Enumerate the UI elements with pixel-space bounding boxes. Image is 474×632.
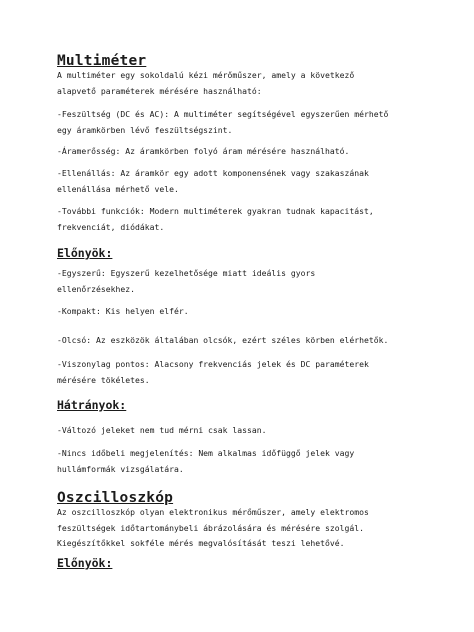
text-line: -Nincs időbeli megjelenítés: Nem alkalmas időfüggő jelek vagy bbox=[57, 448, 355, 458]
text-line: egy áramkörben lévő feszültségszint. bbox=[57, 124, 233, 135]
section-title-oscilloscope-advantages: Előnyök: bbox=[57, 556, 113, 570]
section-title-oscilloscope: Oszcilloszkóp bbox=[57, 490, 174, 506]
text-line: -Ellenállás: Az áramkör egy adott komponensének vagy szakaszának bbox=[57, 168, 369, 178]
list-item-compact bbox=[57, 304, 437, 320]
text-line: -Kompakt: Kis helyen elfér. bbox=[57, 306, 189, 316]
list-item-resistance bbox=[57, 166, 437, 197]
list-item-changing-signals bbox=[57, 423, 437, 439]
text-line: ellenőrzésekhez. bbox=[57, 283, 135, 294]
text-line: mérésére tökéletes. bbox=[57, 374, 150, 385]
list-item-other-functions bbox=[57, 204, 437, 235]
text-line: -Viszonylag pontos: Alacsony frekvenciás jelek és DC paraméterek bbox=[57, 359, 369, 369]
text-line: feszültségek időtartománybeli ábrázolására és mérésére szolgál. bbox=[57, 522, 364, 533]
text-line: -Olcsó: Az eszközök általában olcsók, ezért széles körben elérhetők. bbox=[57, 335, 389, 345]
text-line: -További funkciók: Modern multiméterek gyakran tudnak kapacitást, bbox=[57, 206, 374, 216]
list-item-simple bbox=[57, 266, 437, 297]
text-line: -Változó jeleket nem tud mérni csak lassan. bbox=[57, 425, 267, 435]
section-title-disadvantages: Hátrányok: bbox=[57, 398, 127, 412]
text-line: -Áramerősség: Az áramkörben folyó áram mérésére használható. bbox=[57, 146, 350, 156]
text-line: A multiméter egy sokoldalú kézi mérőműszer, amely a következő bbox=[57, 70, 355, 80]
text-line: alapvető paraméterek mérésére használható: bbox=[57, 85, 262, 96]
oscilloscope-intro bbox=[57, 505, 437, 552]
text-line: Kiegészítőkkel sokféle mérés megvalósítását teszi lehetővé. bbox=[57, 538, 345, 548]
list-item-cheap bbox=[57, 333, 437, 349]
text-line: -Egyszerű: Egyszerű kezelhetősége miatt ideális gyors bbox=[57, 268, 316, 278]
list-item-no-time-display bbox=[57, 446, 437, 477]
list-item-accurate bbox=[57, 357, 437, 388]
section-title-multimeter: Multiméter bbox=[57, 53, 147, 69]
text-line: -Feszültség (DC és AC): A multiméter segítségével egyszerűen mérhető bbox=[57, 109, 389, 119]
section-title-advantages: Előnyök: bbox=[57, 246, 113, 260]
list-item-current bbox=[57, 144, 437, 160]
multimeter-intro bbox=[57, 68, 437, 99]
text-line: hullámformák vizsgálatára. bbox=[57, 463, 184, 474]
text-line: ellenállása mérhető vele. bbox=[57, 183, 179, 194]
text-line: Az oszcilloszkóp olyan elektronikus mérőműszer, amely elektromos bbox=[57, 507, 369, 517]
list-item-voltage bbox=[57, 107, 437, 138]
text-line: frekvenciát, diódákat. bbox=[57, 221, 165, 232]
